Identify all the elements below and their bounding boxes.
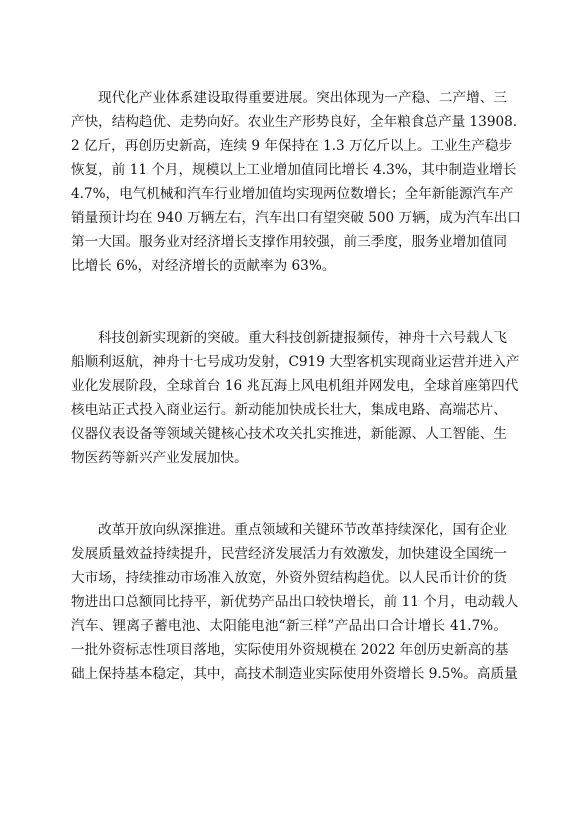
text-line: 2 亿斤，再创历史新高，连续 9 年保持在 1.3 万亿斤以上。工业生产稳步 [71, 138, 513, 154]
text-line: 第一大国。服务业对经济增长支撑作用较强，前三季度，服务业增加值同 [71, 234, 507, 250]
text-line: 4.7%，电气机械和汽车行业增加值均实现两位数增长；全年新能源汽车产 [71, 186, 514, 202]
text-line: 产快，结构趋优、走势向好。农业生产形势良好，全年粮食总产量 13908. [71, 114, 518, 130]
text-line: 业化发展阶段，全球首台 16 兆瓦海上风电机组并网发电，全球首座第四代 [71, 378, 519, 394]
text-line: 船顺利返航，神舟十七号成功发射，C919 大型客机实现商业运营并进入产 [71, 354, 520, 370]
text-line: 核电站正式投入商业运行。新动能加快成长壮大，集成电路、高端芯片、 [71, 402, 507, 418]
text-line: 仪器仪表设备等领域关键核心技术攻关扎实推进，新能源、人工智能、生 [71, 426, 507, 442]
document-body [71, 86, 521, 686]
paragraph-technology [71, 326, 520, 470]
paragraph-reform [71, 518, 519, 686]
paragraph-industry [71, 86, 521, 278]
text-line: 一批外资标志性项目落地，实际使用外资规模在 2022 年创历史新高的基 [71, 642, 509, 658]
text-line: 发展质量效益持续提升，民营经济发展活力有效激发，加快建设全国统一 [71, 546, 507, 562]
text-line: 销量预计均在 940 万辆左右，汽车出口有望突破 500 万辆，成为汽车出口 [71, 210, 521, 226]
text-line: 现代化产业体系建设取得重要进展。突出体现为一产稳、二产增、三 [98, 90, 507, 106]
text-line: 物医药等新兴产业发展加快。 [71, 450, 248, 466]
text-line: 科技创新实现新的突破。重大科技创新捷报频传，神舟十六号载人飞 [98, 330, 507, 346]
text-line: 础上保持基本稳定，其中，高技术制造业实际使用外资增长 9.5%。高质量 [71, 666, 518, 682]
text-line: 改革开放向纵深推进。重点领域和关键环节改革持续深化，国有企业 [98, 522, 507, 538]
text-line: 比增长 6%，对经济增长的贡献率为 63%。 [71, 258, 336, 274]
text-line: 汽车、锂离子蓄电池、太阳能电池“新三样”产品出口合计增长 41.7%。 [71, 618, 507, 634]
text-line: 恢复，前 11 个月，规模以上工业增加值同比增长 4.3%，其中制造业增长 [71, 162, 517, 178]
text-line: 物进出口总额同比持平，新优势产品出口较快增长，前 11 个月，电动载人 [71, 594, 519, 610]
text-line: 大市场，持续推动市场准入放宽，外资外贸结构趋优。以人民币计价的货 [71, 570, 507, 586]
